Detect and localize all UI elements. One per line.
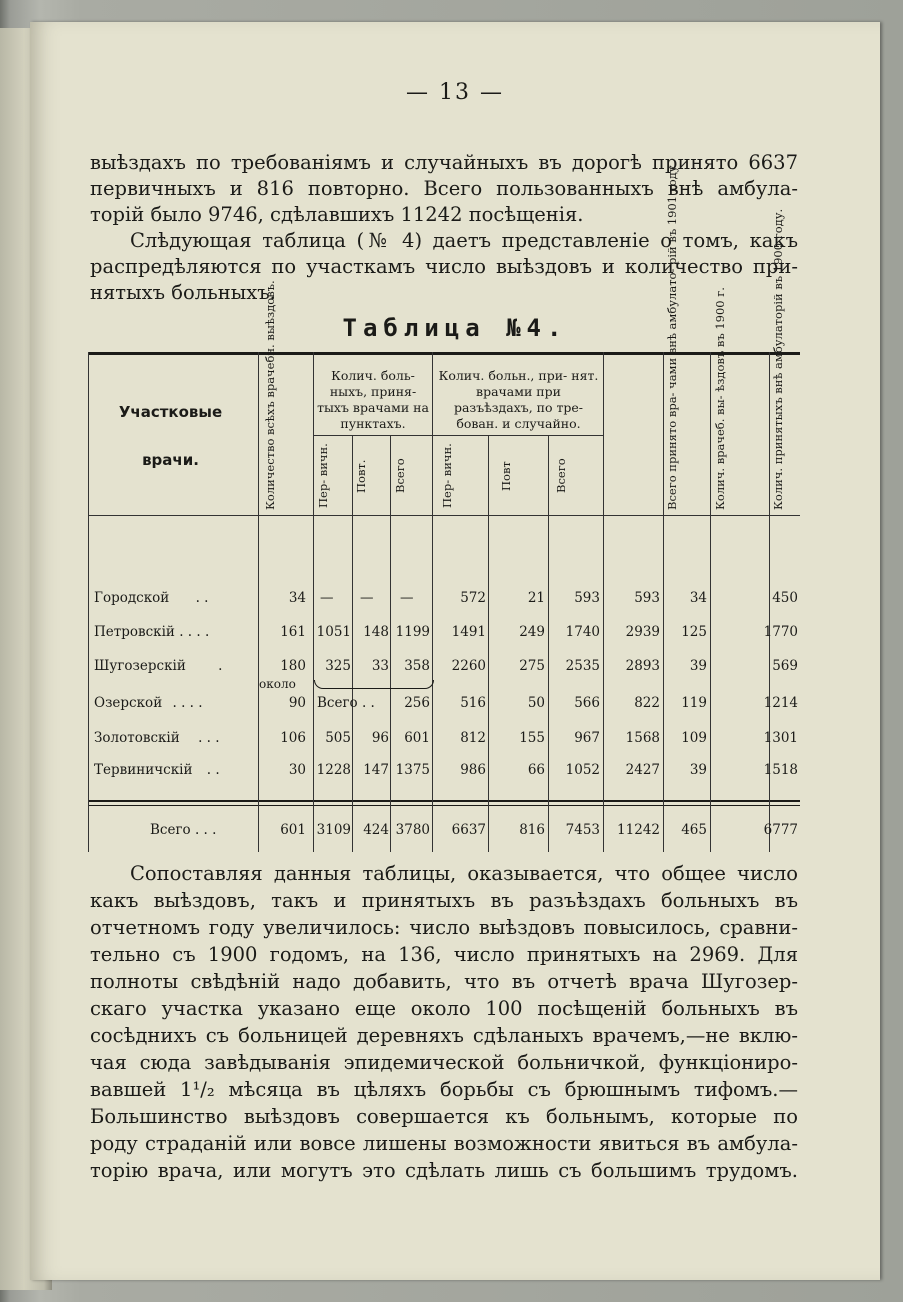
cell: 465: [681, 822, 707, 838]
cell: 1228: [316, 762, 351, 778]
subheader-total: Всего: [393, 458, 407, 494]
subheader-primary: Пер- вичн.: [440, 443, 454, 509]
cell: 2893: [625, 658, 660, 674]
cell: 601: [280, 822, 306, 838]
column-line: [313, 352, 314, 852]
cell: 593: [574, 590, 600, 606]
table-total-rule: [88, 805, 800, 806]
cell: 1491: [451, 624, 486, 640]
cell: 39: [689, 762, 707, 778]
cell: 147: [363, 762, 389, 778]
cell: 275: [519, 658, 545, 674]
district-name: Озерской . . . .: [94, 695, 203, 711]
cell: 256: [404, 695, 430, 711]
column-line: [488, 435, 489, 852]
table-total-rule: [88, 800, 800, 802]
subheader-repeat: Повт: [499, 461, 513, 491]
cell: 106: [280, 730, 306, 746]
cell: 1052: [565, 762, 600, 778]
cell: 1301: [763, 730, 798, 746]
text-line: отчетномъ году увеличилось: число выѣздовъ повысилось, сравни-: [90, 916, 798, 939]
table-top-rule: [88, 352, 800, 355]
group-brace: [314, 680, 434, 689]
text-line: полноты свѣдѣній надо добавить, что въ отчетѣ врача Шугозер-: [90, 970, 798, 993]
column-line: [390, 435, 391, 852]
column-line: [548, 435, 549, 852]
cell: 505: [325, 730, 351, 746]
cell: 1518: [763, 762, 798, 778]
column-line: [258, 352, 259, 852]
district-name: Шугозерскій .: [94, 658, 223, 674]
cell: 39: [689, 658, 707, 674]
cell: 1199: [395, 624, 430, 640]
cell: 3109: [316, 822, 351, 838]
cell: 34: [288, 590, 306, 606]
cell: 96: [371, 730, 389, 746]
cell: 450: [772, 590, 798, 606]
header-total-trips: Количество всѣхъ врачебн. выѣздовъ.: [263, 280, 277, 510]
paragraph-3: [90, 860, 798, 1184]
district-name: Петровскій . . . .: [94, 624, 210, 640]
page-number: — 13 —: [406, 80, 504, 105]
text-line: распредѣляются по участкамъ число выѣздовъ и количество при-: [90, 255, 798, 278]
cell: 2260: [451, 658, 486, 674]
cell: 516: [460, 695, 486, 711]
header-line: Участковые: [118, 403, 223, 421]
cell: 816: [519, 822, 545, 838]
column-line: [710, 352, 711, 852]
text-line: Сопоставляя данныя таблицы, оказывается, что общее число: [130, 862, 798, 885]
text-line: тельно съ 1900 годомъ, на 136, число принятыхъ на 2969. Для: [90, 943, 798, 966]
cell: 2535: [565, 658, 600, 674]
approx-note: около: [259, 677, 296, 691]
cell: 358: [404, 658, 430, 674]
column-line: [432, 352, 433, 852]
text-line: чая сюда завѣдыванія эпидемической больничкой, функціониро-: [90, 1051, 798, 1074]
subheader-repeat: Повт.: [354, 459, 368, 493]
text-line: сосѣднихъ съ больницей деревняхъ сдѣланыхъ врачемъ,—не вклю-: [90, 1024, 798, 1047]
cell: 155: [519, 730, 545, 746]
cell: 30: [288, 762, 306, 778]
text-line: нятыхъ больныхъ.: [90, 281, 276, 304]
paragraph-2: [90, 228, 798, 306]
table-title: Таблица №4.: [342, 314, 568, 342]
cell: Всего . .: [317, 695, 375, 711]
cell: 90: [288, 695, 306, 711]
cell: —: [400, 590, 414, 606]
cell: 109: [681, 730, 707, 746]
cell: 569: [772, 658, 798, 674]
cell: 822: [634, 695, 660, 711]
subheader-rule: [314, 435, 432, 436]
cell: 161: [280, 624, 306, 640]
cell: 1375: [395, 762, 430, 778]
column-line: [352, 435, 353, 852]
cell: —: [360, 590, 374, 606]
header-group-trips: Колич. больн., при- нят. врачами при разъѣздахъ, по тре- бован. и случайно.: [438, 368, 599, 431]
district-name: Тервиничскій . .: [94, 762, 220, 778]
total-label: Всего . . .: [150, 822, 217, 838]
text-line: роду страданій или вовсе лишены возможности явиться въ амбула-: [90, 1132, 798, 1155]
district-name: Городской . .: [94, 590, 209, 606]
cell: 3780: [395, 822, 430, 838]
text-line: вавшей 1¹/₂ мѣсяца въ цѣляхъ борьбы съ брюшнымъ тифомъ.—: [90, 1078, 798, 1101]
text-line: торію врача, или могутъ это сдѣлать лишь съ большимъ трудомъ.: [90, 1159, 798, 1182]
cell: 6637: [451, 822, 486, 838]
cell: 812: [460, 730, 486, 746]
cell: 11242: [617, 822, 660, 838]
text-line: Большинство выѣздовъ совершается къ больнымъ, которые по: [90, 1105, 798, 1128]
text-line: первичныхъ и 816 повторно. Всего пользованныхъ внѣ амбула-: [90, 177, 798, 200]
cell: 33: [371, 658, 389, 674]
cell: 125: [681, 624, 707, 640]
cell: 1740: [565, 624, 600, 640]
cell: 66: [527, 762, 545, 778]
cell: 7453: [565, 822, 600, 838]
table-header-rule: [88, 515, 800, 516]
column-line: [663, 352, 664, 852]
column-line: [603, 352, 604, 852]
cell: 148: [363, 624, 389, 640]
cell: 325: [325, 658, 351, 674]
header-district-doctors: [98, 388, 243, 484]
text-line: Слѣдующая таблица (№ 4) даетъ представленіе о томъ, какъ: [130, 229, 798, 252]
cell: 2939: [625, 624, 660, 640]
cell: 34: [689, 590, 707, 606]
cell: 967: [574, 730, 600, 746]
cell: 119: [681, 695, 707, 711]
cell: 566: [574, 695, 600, 711]
cell: 249: [519, 624, 545, 640]
cell: 21: [527, 590, 545, 606]
header-line: врачи.: [142, 451, 199, 469]
cell: 2427: [625, 762, 660, 778]
district-name: Золотовскій . . .: [94, 730, 220, 746]
subheader-rule: [433, 435, 603, 436]
cell: 50: [527, 695, 545, 711]
subheader-total: Всего: [554, 458, 568, 494]
cell: 986: [460, 762, 486, 778]
cell: 180: [280, 658, 306, 674]
text-line: какъ выѣздовъ, такъ и принятыхъ въ разъѣздахъ больныхъ въ: [90, 889, 798, 912]
column-line: [88, 352, 89, 852]
header-group-points: Колич. боль- ныхъ, приня- тыхъ врачами на пунктахъ.: [317, 368, 429, 431]
cell: 1568: [625, 730, 660, 746]
book-page: [30, 22, 880, 1280]
cell: 6777: [763, 822, 798, 838]
cell: 601: [404, 730, 430, 746]
subheader-primary: Пер- вичн.: [316, 443, 330, 509]
header-trips-1900: Колич. врачеб. вы- ѣздовъ въ 1900 г.: [713, 287, 727, 510]
paragraph-1: [90, 150, 798, 228]
cell: 572: [460, 590, 486, 606]
header-outside-1901: Всего принято вра- чами внѣ амбулато- рій въ 1901 году.: [665, 161, 679, 510]
cell: 1051: [316, 624, 351, 640]
text-line: выѣздахъ по требованіямъ и случайныхъ въ дорогѣ принято 6637: [90, 151, 798, 174]
cell: 1770: [763, 624, 798, 640]
cell: 593: [634, 590, 660, 606]
text-line: скаго участка указано еще около 100 посѣщеній больныхъ въ: [90, 997, 798, 1020]
cell: 424: [363, 822, 389, 838]
header-outside-1900: Колич. принятыхъ внѣ амбулаторій въ 1900 году.: [771, 208, 785, 510]
cell: 1214: [763, 695, 798, 711]
text-line: торій было 9746, сдѣлавшихъ 11242 посѣщенія.: [90, 203, 584, 226]
cell: —: [320, 590, 334, 606]
